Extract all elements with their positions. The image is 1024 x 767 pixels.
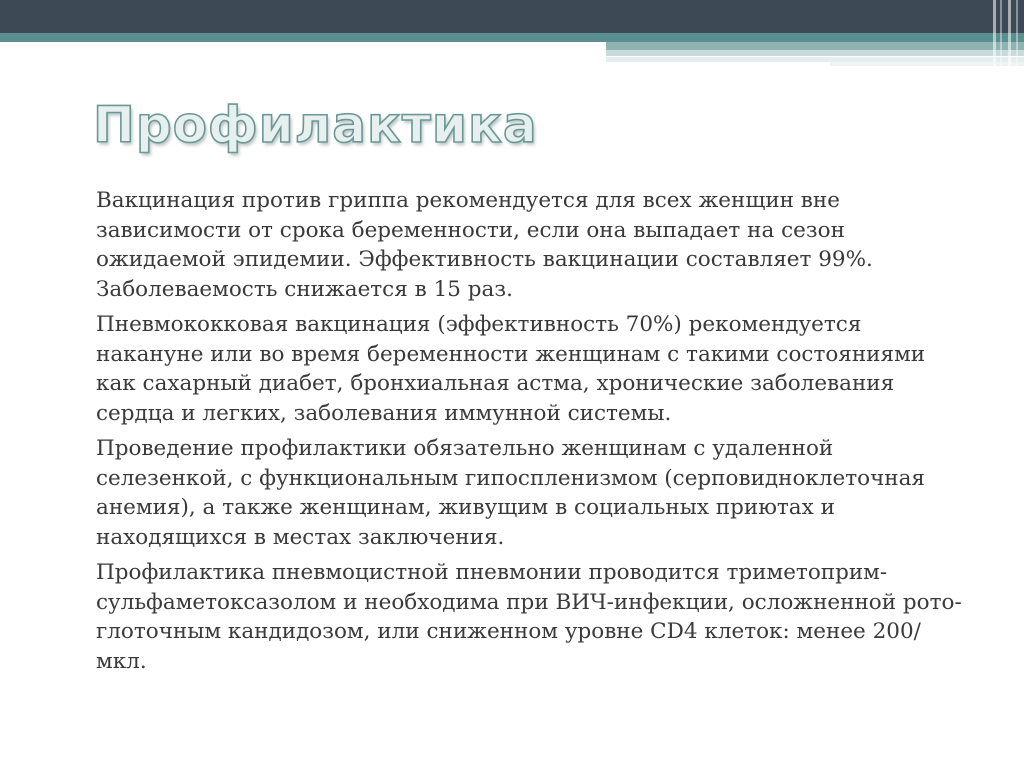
- slide-body: [96, 186, 966, 682]
- header-band-dark: [0, 0, 1024, 33]
- header-band-accent: [606, 42, 1024, 50]
- paragraph-prophylaxis-groups: Проведение профилактики обязательно женщинам с удаленной селезенкой, с функциональным гипоспленизмом (серповидноклеточная анемия), а также женщинам, живущим в социальных приютах и находящихся в местах заключения.: [96, 436, 925, 550]
- paragraph-flu-vaccination: Вакцинация против гриппа рекомендуется для всех женщин вне зависимости от срока беременности, если она выпадает на сезон ожидаемой эпидемии. Эффективность вакцинации составляет 99%. Заболеваемость снижается в 15 раз.: [96, 188, 873, 302]
- header-stripe: [993, 0, 996, 66]
- header-band-teal: [0, 33, 1024, 42]
- paragraph-pneumococcal-vaccination: Пневмококковая вакцинация (эффективность 70%) рекомендуется накануне или во время беременности женщинам с такими состояниями как сахарный диабет, бронхиальная астма, хронические заболевания сердца и легких, заболевания иммунной системы.: [96, 312, 926, 426]
- header-stripe: [1016, 0, 1018, 66]
- header-stripe: [1000, 0, 1002, 66]
- header-band-light: [606, 50, 1024, 56]
- header-stripe: [1008, 0, 1011, 66]
- slide-title: Профилактика: [93, 96, 538, 154]
- paragraph-pneumocystis-prophylaxis: Профилактика пневмоцистной пневмонии проводится триметоприм-сульфаметоксазолом и необходима при ВИЧ-инфекции, осложненной рото-глоточным кандидозом, или сниженном уровне CD4 клеток: менее 200/мкл.: [96, 560, 962, 674]
